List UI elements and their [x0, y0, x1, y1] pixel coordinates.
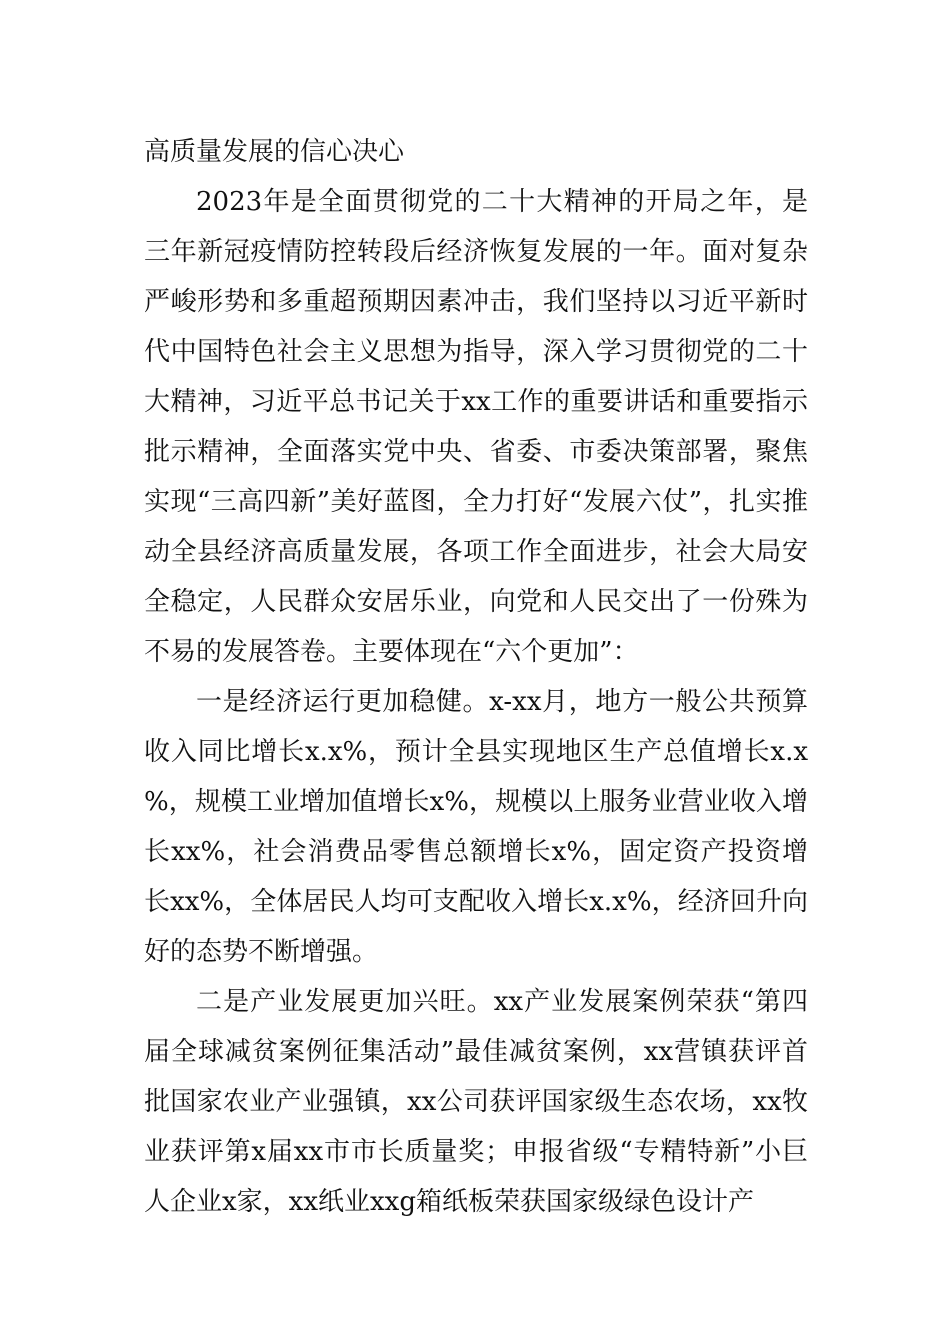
paragraph-heading-continuation: 高质量发展的信心决心 — [144, 137, 405, 167]
paragraph-economy: 一是经济运行更加稳健。x-xx月，地方一般公共预算收入同比增长x.x%，预计全县实现地区生产总值增长x.x%，规模工业增加值增长x%，规模以上服务业营业收入增长xx%，社会消费品零售总额增长x%，固定资产投资增长xx%，全体居民人均可支配收入增长x.x%，经济回升向好的态势不断增强。 — [144, 687, 808, 967]
paragraph-overview: 2023年是全面贯彻党的二十大精神的开局之年，是三年新冠疫情防控转段后经济恢复发展的一年。面对复杂严峻形势和多重超预期因素冲击，我们坚持以习近平新时代中国特色社会主义思想为指导，深入学习贯彻党的二十大精神，习近平总书记关于xx工作的重要讲话和重要指示批示精神，全面落实党中央、省委、市委决策部署，聚焦实现“三高四新”美好蓝图，全力打好“发展六仗”，扎实推动全县经济高质量发展，各项工作全面进步，社会大局安全稳定，人民群众安居乐业，向党和人民交出了一份殊为不易的发展答卷。主要体现在“六个更加”： — [144, 187, 808, 667]
paragraph-industry: 二是产业发展更加兴旺。xx产业发展案例荣获“第四届全球减贫案例征集活动”最佳减贫案例，xx营镇获评首批国家农业产业强镇，xx公司获评国家级生态农场，xx牧业获评第x届xx市市长质量奖；申报省级“专精特新”小巨人企业x家，xx纸业xxg箱纸板荣获国家级绿色设计产 — [144, 987, 808, 1217]
document-body — [144, 127, 808, 1227]
